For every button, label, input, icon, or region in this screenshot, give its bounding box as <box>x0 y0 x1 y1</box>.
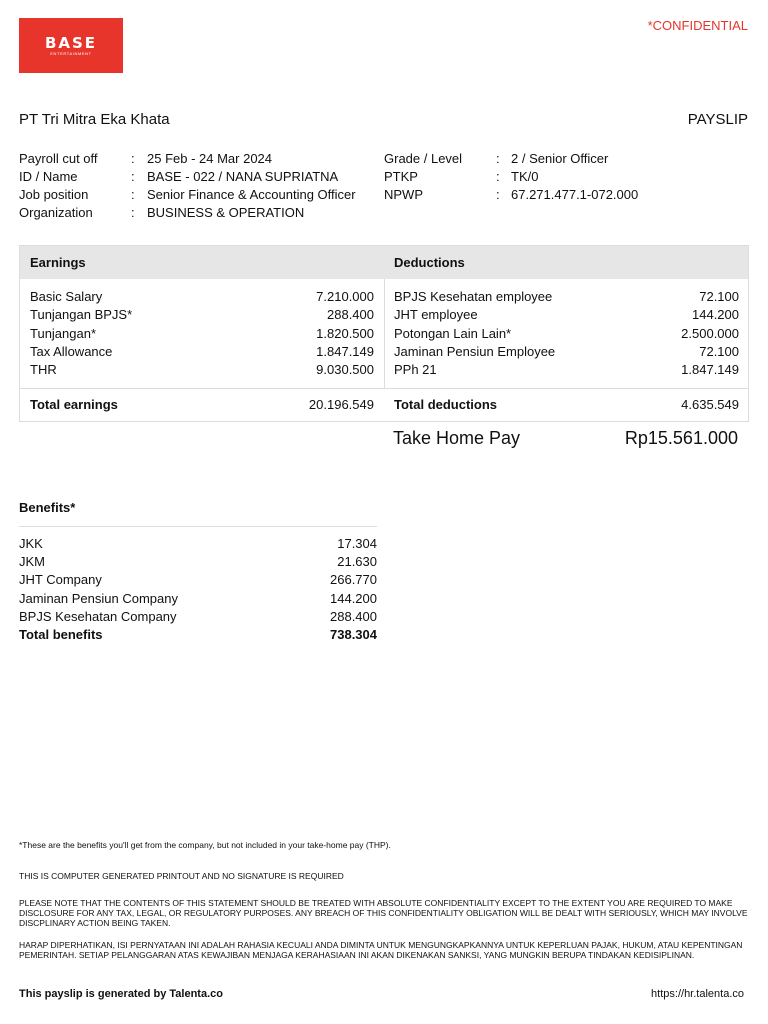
logo-subtext: ENTERTAINMENT <box>50 51 92 56</box>
earning-label: Tunjangan* <box>30 325 97 341</box>
talenta-url-link[interactable]: https://hr.talenta.co <box>651 988 744 1000</box>
confidentiality-note-en: PLEASE NOTE THAT THE CONTENTS OF THIS STATEMENT SHOULD BE TREATED WITH ABSOLUTE CONFIDENTIALITY EXCEPT TO THE EXTENT YOU ARE REQUIRED TO MAKE DISCLOSURE FOR ANY TAX, LEGAL, OR REGULATORY PURPOSES. ANY BREACH OF THIS CONFIDENTIALITY OBLIGATION WILL BE DEALT WITH SERIOUSLY, WHICH MAY INVOLVE DISCPLINARY ACTION BEING TAKEN. <box>19 898 748 928</box>
benefit-label: JKM <box>19 554 45 570</box>
take-home-pay-row <box>393 428 738 449</box>
deduction-label: Jaminan Pensiun Employee <box>394 343 556 359</box>
deduction-row <box>394 361 739 379</box>
take-home-pay-label: Take Home Pay <box>393 428 521 448</box>
total-earnings-amount: 20.196.549 <box>308 397 374 412</box>
info-label: NPWP <box>384 187 423 202</box>
deduction-row <box>394 288 739 306</box>
table-header <box>20 246 748 279</box>
earning-row <box>30 306 374 324</box>
earning-label: Basic Salary <box>30 289 103 304</box>
company-name: PT Tri Mitra Eka Khata <box>19 111 170 128</box>
deduction-amount: 1.847.149 <box>681 362 739 378</box>
take-home-pay-amount: Rp15.561.000 <box>624 428 738 448</box>
confidentiality-note-id: HARAP DIPERHATIKAN, ISI PERNYATAAN INI ADALAH RAHASIA KECUALI ANDA DIMINTA UNTUK MENGUNGKAPKANNYA UNTUK KEPERLUAN PAJAK, HUKUM, ATAU KEPENTINGAN PEMERINTAH. SETIAP PELANGGARAN ATAS KEWAJIBAN MENJAGA KERAHASIAAN INI AKAN DIKENAKAN SANKSI, YANG MUNGKIN BERUPA TINDAKAN KEDISIPLINAN. <box>19 940 743 960</box>
info-colon: : <box>496 187 500 202</box>
total-earnings-label: Total earnings <box>30 397 118 412</box>
deduction-amount: 72.100 <box>699 289 739 304</box>
benefit-row <box>19 535 377 553</box>
info-value: Senior Finance & Accounting Officer <box>147 187 356 202</box>
benefit-row <box>19 590 377 608</box>
benefit-amount: 144.200 <box>330 590 377 606</box>
info-value: BASE - 022 / NANA SUPRIATNA <box>147 169 339 184</box>
total-deductions-amount: 4.635.549 <box>681 397 739 412</box>
info-value: 67.271.477.1-072.000 <box>511 187 639 202</box>
info-label: Grade / Level <box>384 151 463 166</box>
info-label: Job position <box>19 187 89 202</box>
deduction-row <box>394 325 739 343</box>
earning-label: THR <box>30 362 57 378</box>
benefit-row <box>19 571 377 589</box>
benefit-amount: 288.400 <box>330 608 377 624</box>
earning-amount: 1.847.149 <box>316 343 374 359</box>
benefit-label: BPJS Kesehatan Company <box>19 608 177 624</box>
total-benefits-label: Total benefits <box>19 626 103 642</box>
earning-row <box>30 288 374 306</box>
info-value: BUSINESS & OPERATION <box>147 205 305 220</box>
totals-divider <box>20 388 748 389</box>
deduction-row <box>394 343 739 361</box>
info-colon: : <box>131 205 135 220</box>
company-logo <box>19 18 123 73</box>
total-benefits-row <box>19 626 377 644</box>
deduction-amount: 72.100 <box>699 343 739 359</box>
info-value: 2 / Senior Officer <box>511 151 609 166</box>
column-divider <box>384 279 385 388</box>
info-label: PTKP <box>384 169 418 184</box>
deduction-row <box>394 306 739 324</box>
benefits-divider <box>19 526 377 527</box>
earning-amount: 288.400 <box>327 307 374 323</box>
deduction-label: JHT employee <box>394 307 478 323</box>
generated-by-text: This payslip is generated by Talenta.co <box>19 988 223 1000</box>
deductions-heading: Deductions <box>394 255 465 270</box>
earnings-list <box>30 288 374 379</box>
deduction-label: PPh 21 <box>394 362 437 378</box>
benefit-row <box>19 553 377 571</box>
benefit-label: JHT Company <box>19 572 102 588</box>
info-colon: : <box>131 151 135 166</box>
info-colon: : <box>131 187 135 202</box>
info-colon: : <box>496 151 500 166</box>
total-benefits-amount: 738.304 <box>330 626 377 642</box>
benefit-label: Jaminan Pensiun Company <box>19 590 178 606</box>
earning-label: Tunjangan BPJS* <box>30 307 133 323</box>
benefits-list <box>19 535 377 644</box>
deduction-label: Potongan Lain Lain* <box>394 325 512 341</box>
earning-amount: 1.820.500 <box>316 325 374 341</box>
benefits-heading: Benefits* <box>19 500 76 515</box>
earning-row <box>30 361 374 379</box>
benefit-amount: 21.630 <box>337 554 377 570</box>
deductions-list <box>394 288 739 379</box>
benefit-row <box>19 608 377 626</box>
info-label: Organization <box>19 205 93 220</box>
deduction-amount: 2.500.000 <box>681 325 739 341</box>
earning-label: Tax Allowance <box>30 343 113 359</box>
confidential-label: *CONFIDENTIAL <box>647 18 748 33</box>
info-colon: : <box>131 169 135 184</box>
info-label: Payroll cut off <box>19 151 98 166</box>
earnings-deductions-table <box>19 245 749 422</box>
benefit-label: JKK <box>19 536 43 551</box>
earning-amount: 7.210.000 <box>316 289 374 304</box>
benefit-amount: 17.304 <box>337 536 377 551</box>
document-type: PAYSLIP <box>687 111 748 128</box>
benefits-note: *These are the benefits you'll get from the company, but not included in your take-home pay (THP). <box>19 840 391 850</box>
info-value: 25 Feb - 24 Mar 2024 <box>147 151 273 166</box>
info-value: TK/0 <box>511 169 539 184</box>
total-deductions-label: Total deductions <box>394 397 498 412</box>
earnings-heading: Earnings <box>30 255 86 270</box>
logo-word: BASE <box>44 34 98 52</box>
total-deductions-row <box>394 397 739 412</box>
earning-row <box>30 325 374 343</box>
deduction-label: BPJS Kesehatan employee <box>394 289 553 304</box>
info-label: ID / Name <box>19 169 78 184</box>
earning-amount: 9.030.500 <box>316 362 374 378</box>
benefit-amount: 266.770 <box>330 572 377 588</box>
computer-generated-note: THIS IS COMPUTER GENERATED PRINTOUT AND NO SIGNATURE IS REQUIRED <box>19 871 344 881</box>
deduction-amount: 144.200 <box>692 307 739 323</box>
info-colon: : <box>496 169 500 184</box>
total-earnings-row <box>30 397 374 412</box>
earning-row <box>30 343 374 361</box>
